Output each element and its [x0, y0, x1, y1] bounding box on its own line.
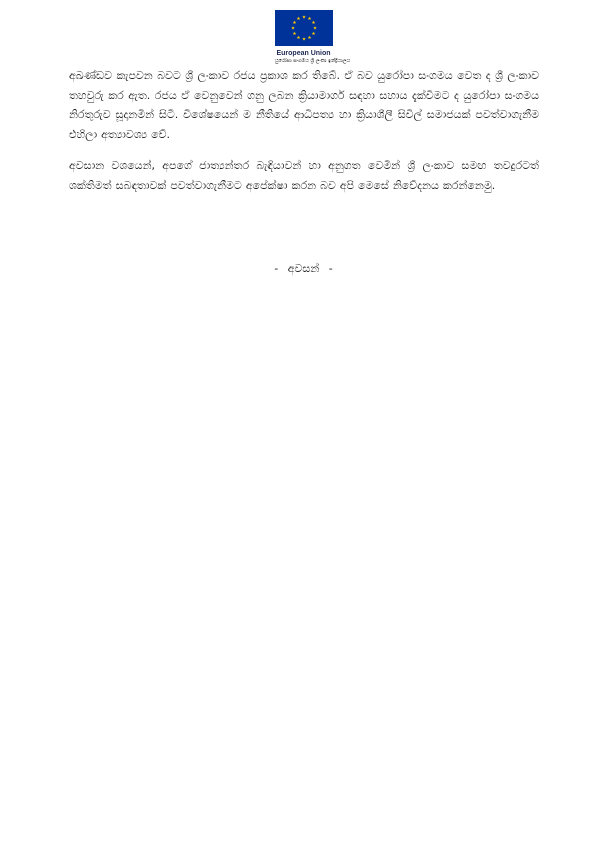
paragraph-1: අඛණ්ඩව කැපවන බවට ශ්‍රී ලංකාව රජය ප්‍රකාශ කර තිබේ. ඒ බව යුරෝපා සංගමය වෙත ද ශ්‍රී ලංකාව තහවුරු කර ඇත. රජය ඒ වෙනුවෙන් ගනු ලබන ක්‍රියාමාර්ග සඳහා සහාය දැක්වීමට ද යුරෝපා සංගමය නිරතුරුව සූදානමින් සිටී. විශේෂයෙන් ම නීතියේ ආධිපත්‍ය හා ක්‍රියාශීලී සිවිල් සමාජයක් පවත්වාගැනීම එහිලා අත්‍යාවශ්‍ය වේ. [69, 69, 539, 142]
eu-flag-icon [275, 10, 333, 46]
eu-logo [0, 10, 607, 65]
document-body [69, 66, 539, 206]
organization-subtitle: යුරෝපා සංගමය ශ්‍රී ලංකා ඉන්ද්‍රියාලය [274, 58, 351, 64]
end-marker: - අවසන් - [274, 262, 333, 275]
organization-name: European Union [276, 50, 331, 57]
paragraph-2: අවසාන වශයෙන්, අපගේ ජාත්‍යන්තර බැඳියාවන් හා අනුගත වෙමින් ශ්‍රී ලංකාව සමඟ තවදුරටත් ශක්තිමත් සබඳතාවක් පවත්වාගැනීමට අපේක්ෂා කරන බව අපි මෙසේ නිවේදනය කරන්නෙමු. [69, 158, 539, 192]
